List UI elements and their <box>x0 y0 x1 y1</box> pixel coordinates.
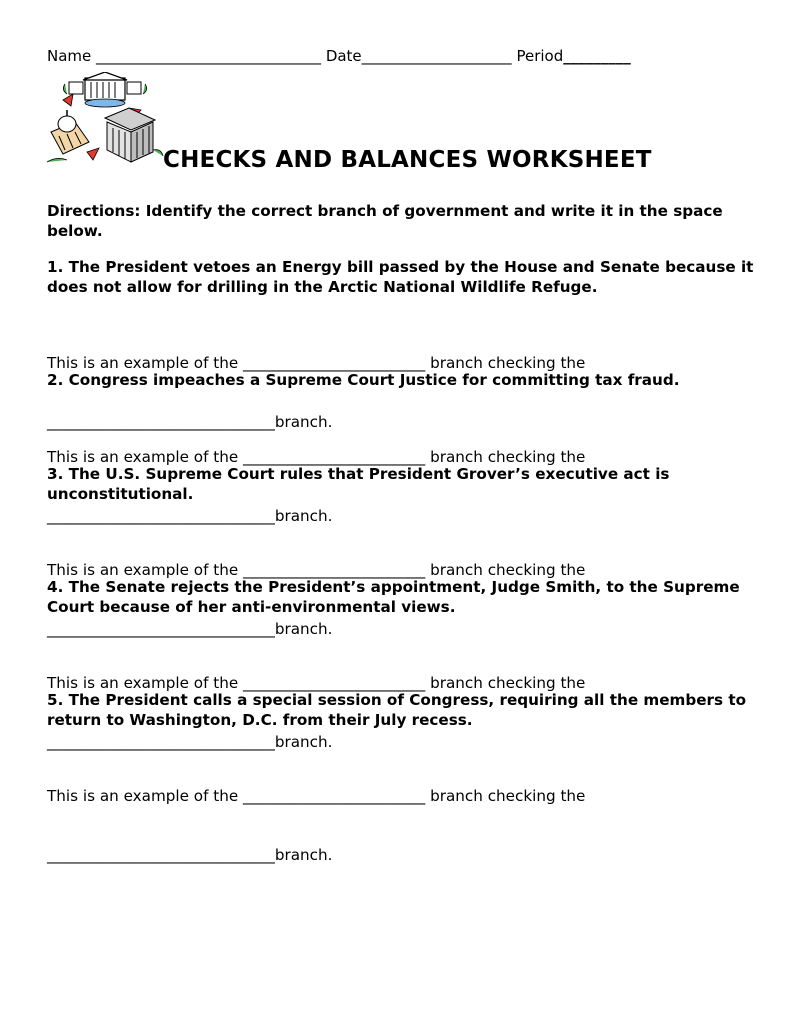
capitol-building-icon <box>47 110 89 162</box>
date-label: Date <box>325 47 362 65</box>
answer-line-1[interactable]: This is an example of the ________________________ branch checking the <box>47 561 586 579</box>
question-2: 2. Congress impeaches a Supreme Court Justice for committing tax fraud. <box>47 371 680 389</box>
white-house-icon <box>63 72 146 107</box>
answer-line-1[interactable]: This is an example of the ________________________ branch checking the <box>47 354 586 372</box>
question-1: 1. The President vetoes an Energy bill passed by the House and Senate because it does not allow for drilling in the Arctic National Wildlife Refuge. <box>47 258 754 296</box>
supreme-court-building-icon <box>105 108 163 162</box>
name-blank[interactable]: ______________________________ <box>91 47 326 65</box>
answer-line-2[interactable]: ______________________________branch. <box>47 732 333 751</box>
red-arrow-icon <box>63 94 73 106</box>
question-5: 5. The President calls a special session of Congress, requiring all the members to return to Washington, D.C. from their July recess. <box>47 691 747 729</box>
period-blank[interactable]: _________ <box>563 47 631 65</box>
period-label: Period <box>516 47 564 65</box>
date-blank[interactable]: ____________________ <box>361 47 517 65</box>
government-buildings-clipart <box>45 72 165 172</box>
answer-line-1[interactable]: This is an example of the ________________________ branch checking the <box>47 787 586 805</box>
header-fields <box>47 46 747 66</box>
answer-line-2[interactable]: ______________________________branch. <box>47 506 333 525</box>
answer-line-2[interactable]: ______________________________branch. <box>47 619 333 638</box>
directions-text: Directions: Identify the correct branch of government and write it in the space below. <box>47 202 723 240</box>
page-title: CHECKS AND BALANCES WORKSHEET <box>163 147 652 173</box>
answer-line-1[interactable]: This is an example of the ________________________ branch checking the <box>47 674 586 692</box>
red-arrow-icon <box>87 148 99 160</box>
name-label: Name <box>47 47 92 65</box>
question-4: 4. The Senate rejects the President’s appointment, Judge Smith, to the Supreme Court because of her anti-environmental views. <box>47 578 740 616</box>
question-3: 3. The U.S. Supreme Court rules that President Grover’s executive act is unconstitutional. <box>47 465 670 503</box>
answer-5[interactable] <box>47 748 757 885</box>
answer-line-2[interactable]: ______________________________branch. <box>47 412 333 431</box>
answer-line-2[interactable]: ______________________________branch. <box>47 845 333 864</box>
answer-line-1[interactable]: This is an example of the ________________________ branch checking the <box>47 448 586 466</box>
